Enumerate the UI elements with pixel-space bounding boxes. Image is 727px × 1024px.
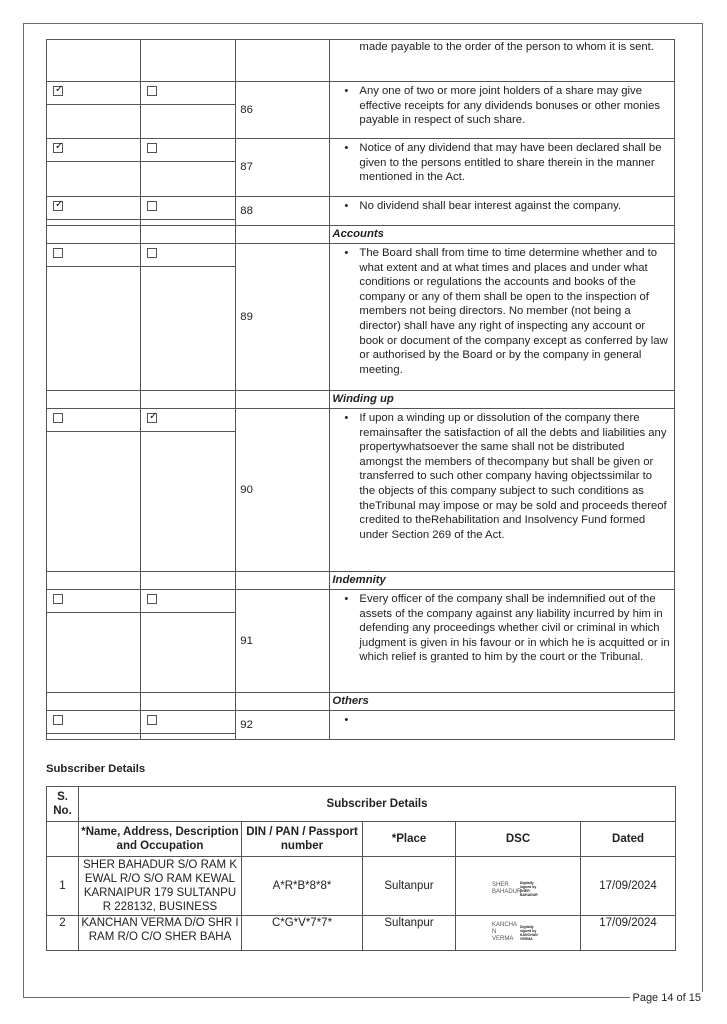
check-icon: ✓ — [55, 84, 64, 95]
checkbox-89-b[interactable] — [147, 248, 157, 258]
section-row — [47, 226, 675, 244]
name-cell: SHER BAHADUR S/O RAM K EWAL R/O S/O RAM KEWAL KARNAIPUR 179 SULTANPU R 228132, BUSINESS — [79, 857, 242, 916]
check-icon: ✓ — [149, 411, 158, 422]
section-row — [47, 391, 675, 409]
section-row — [47, 572, 675, 590]
article-number: 90 — [236, 409, 330, 572]
bullet-icon: • — [344, 714, 349, 726]
article-number: 87 — [236, 139, 330, 197]
column-header: DIN / PAN / Passport number — [242, 822, 363, 857]
bullet-icon: • — [344, 200, 349, 212]
column-header: *Name, Address, Description and Occupation — [79, 822, 242, 857]
sno-cell: 1 — [47, 857, 79, 916]
bullet-icon: • — [344, 247, 349, 259]
table-row — [47, 197, 675, 220]
table-row — [47, 590, 675, 613]
bullet-icon: • — [344, 593, 349, 605]
table-row — [47, 82, 675, 105]
table-row — [47, 857, 676, 916]
dated-cell: 17/09/2024 — [581, 857, 676, 916]
header-group: Subscriber Details — [79, 787, 676, 822]
dsc-cell — [456, 916, 581, 951]
checkbox-86-b[interactable] — [147, 86, 157, 96]
table-row — [47, 139, 675, 162]
checkbox-88-b[interactable] — [147, 201, 157, 211]
name-cell: KANCHAN VERMA D/O SHR IRAM R/O C/O SHER BAHA — [79, 916, 242, 951]
checkbox-90-b[interactable] — [147, 413, 157, 423]
article-text: Any one of two or more joint holders of a share may give effective receipts for any dividends bonuses or other monies payable in respect of such share. — [359, 85, 661, 127]
dsc-cell — [456, 857, 581, 916]
section-row — [47, 693, 675, 711]
checkbox-87-a[interactable] — [53, 143, 63, 153]
table-row — [47, 409, 675, 432]
column-header: *Place — [363, 822, 456, 857]
continuation-text: made payable to the order of the person to whom it is sent. — [359, 41, 654, 53]
article-number: 91 — [236, 590, 330, 693]
checkbox-86-a[interactable] — [53, 86, 63, 96]
column-header: DSC — [456, 822, 581, 857]
article-number: 89 — [236, 244, 330, 391]
checkbox-88-a[interactable] — [53, 201, 63, 211]
article-text: No dividend shall bear interest against the company. — [359, 200, 622, 212]
checkbox-89-a[interactable] — [53, 248, 63, 258]
subscriber-table — [46, 786, 676, 951]
checkbox-91-b[interactable] — [147, 594, 157, 604]
bullet-icon: • — [344, 85, 349, 97]
table-row — [47, 40, 675, 82]
article-number: 86 — [236, 82, 330, 139]
table-header-row — [47, 787, 676, 822]
section-heading: Winding up — [330, 391, 675, 409]
article-text: Every officer of the company shall be indemnified out of the assets of the company against any liability incurred by him in defending any proceedings whether civil or criminal in which judgment is given in his favour or in which he is acquitted or in which relief is granted to him by the court or the Tribunal. — [359, 593, 670, 664]
din-cell: A*R*B*8*8* — [242, 857, 363, 916]
dsc-note: Digitally signed by KANCHAN VERMA — [520, 924, 538, 941]
dsc-name: SHER BAHADUR — [492, 881, 522, 895]
section-heading: Indemnity — [330, 572, 675, 590]
articles-table — [46, 39, 675, 740]
checkbox-92-b[interactable] — [147, 715, 157, 725]
checkbox-90-a[interactable] — [53, 413, 63, 423]
place-cell: Sultanpur — [363, 857, 456, 916]
table-header-row — [47, 822, 676, 857]
article-number: 88 — [236, 197, 330, 226]
table-row — [47, 711, 675, 734]
header-sno: S. No. — [47, 787, 79, 822]
sno-cell: 2 — [47, 916, 79, 951]
place-cell: Sultanpur — [363, 916, 456, 951]
check-icon: ✓ — [55, 199, 64, 210]
checkbox-92-a[interactable] — [53, 715, 63, 725]
digital-signature — [492, 922, 544, 943]
subscriber-details-title: Subscriber Details — [46, 763, 146, 775]
bullet-icon: • — [344, 142, 349, 154]
check-icon: ✓ — [55, 141, 64, 152]
checkbox-91-a[interactable] — [53, 594, 63, 604]
digital-signature — [492, 881, 544, 897]
article-text: The Board shall from time to time determine whether and to what extent and at what times and places and under what conditions or regulations the accounts and books of the company or any of them shall be open to the inspection of members not being directors. No member (not being a director) shall have any right of inspecting any account or book or document of the company except as conferred by law or authorised by the Board or by the company in general meeting. — [359, 247, 668, 376]
bullet-icon: • — [344, 412, 349, 424]
section-heading: Others — [330, 693, 675, 711]
section-heading: Accounts — [330, 226, 675, 244]
article-text: If upon a winding up or dissolution of the company there remainsafter the satisfaction of all the debts and liabilities any propertywhatsoever the same shall not be distributed amongst the members of thecompany but shall be given or transferred to such other company having objectssimilar to the objects of this company subject to such conditions as theTribunal may impose or may be sold and proceeds thereof credited to theRehabilitation and Insolvency Fund formed under Section 269 of the Act. — [359, 412, 667, 541]
dsc-note: Digitally signed by SHER BAHADUR — [520, 880, 538, 897]
checkbox-87-b[interactable] — [147, 143, 157, 153]
dsc-name: KANCHA N VERMA — [492, 922, 517, 942]
article-number: 92 — [236, 711, 330, 740]
column-header: Dated — [581, 822, 676, 857]
page-number: Page 14 of 15 — [632, 992, 701, 1004]
table-row — [47, 244, 675, 267]
table-row — [47, 916, 676, 951]
din-cell: C*G*V*7*7* — [242, 916, 363, 951]
article-text: Notice of any dividend that may have been declared shall be given to the persons entitled to share therein in the manner mentioned in the Act. — [359, 142, 662, 184]
dated-cell: 17/09/2024 — [581, 916, 676, 951]
